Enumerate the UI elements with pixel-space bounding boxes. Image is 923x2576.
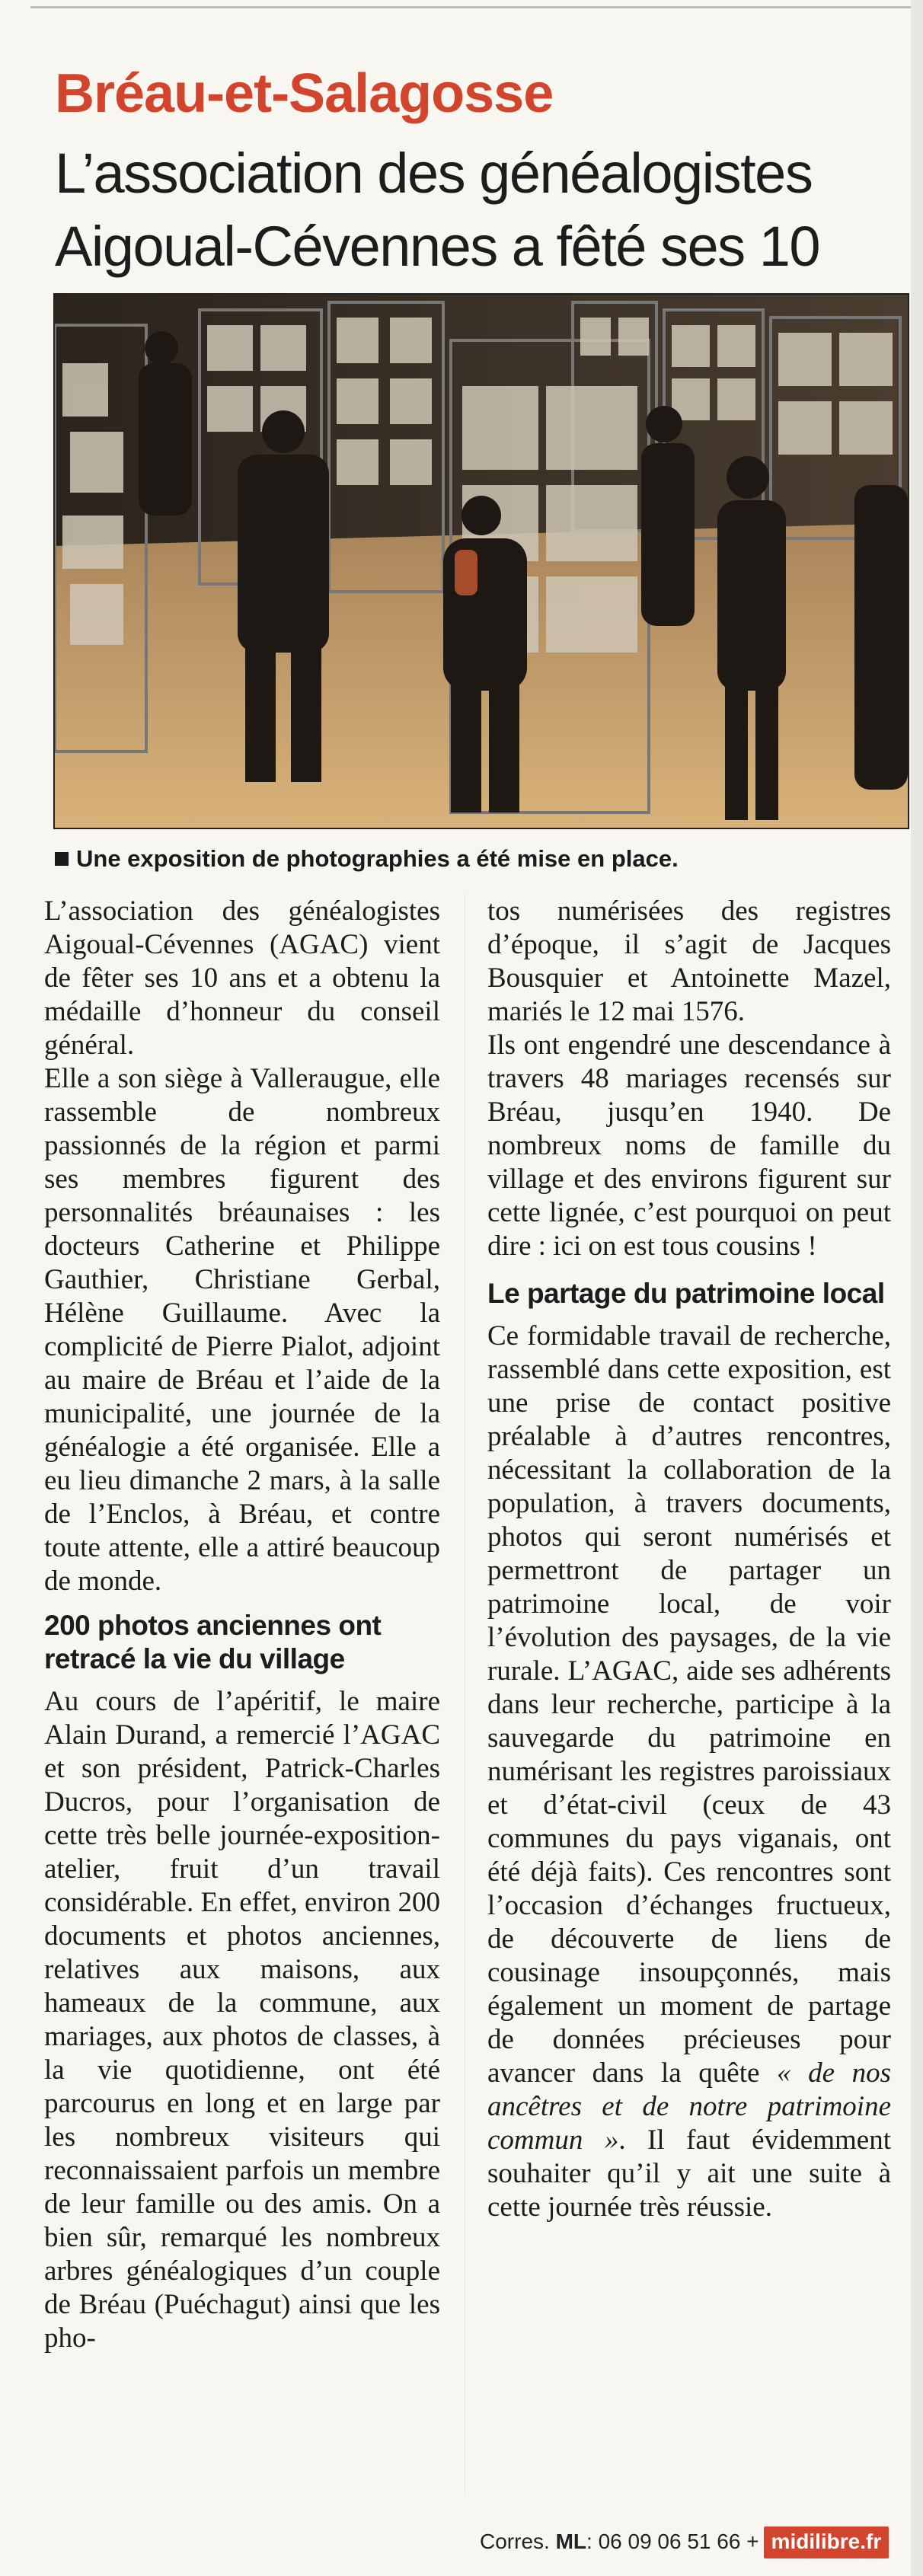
right-column	[487, 895, 891, 2224]
caption-text: Une exposition de photographies a été mise en place.	[76, 845, 679, 872]
left-subhead: 200 photos anciennes ont retracé la vie du village	[44, 1610, 382, 1674]
exhibition-photo-illustration	[55, 295, 908, 828]
correspondent-signature	[480, 2527, 889, 2558]
article-kicker: Bréau-et-Salagosse	[55, 63, 554, 124]
signature-ml: ML	[555, 2530, 587, 2553]
midilibre-brand-badge: midilibre.fr	[764, 2527, 889, 2558]
left-paragraph-1: L’association des généalogistes Aigoual-Cévennes (AGAC) vient de fêter ses 10 ans et a obtenu la médaille d’honneur du conseil général.	[44, 895, 440, 1061]
right-paragraph-3-start: Ce formidable travail de recherche, rassemblé dans cette exposition, est une prise de contact positive préalable à d’autres rencontres, nécessitant la collaboration de la population, à travers documents, photos qui seront numérisés et permettront de partager un patrimoine local, de voir l’évolution des paysages, de la vie rurale. L’AGAC, aide ses adhérents dans leur recherche, participe à la sauvegarde du patrimoine en numérisant les registres paroissiaux et d’état-civil (ceux de 43 communes du pays viganais, ont été déjà faits). Ces rencontres sont l’occasion d’échanges fructueux, de découverte de liens de cousinage insoupçonnés, mais également un moment de partage de données précieuses pour avancer dans la quête	[487, 1320, 891, 2089]
headline-line-2: Aigoual-Cévennes a fêté ses 10	[55, 215, 820, 278]
left-column	[44, 895, 440, 2355]
left-paragraph-2: Elle a son siège à Valleraugue, elle rassemble de nombreux passionnés de la région et parmi ses membres figurent des personnalités bréaunaises : les docteurs Catherine et Philippe Gauthier, Christiane Gerbal, Hélène Guillaume. Avec la complicité de Pierre Pialot, adjoint au maire de Bréau et l’aide de la municipalité, une journée de la généalogie a été organisée. Elle a eu lieu dimanche 2 mars, à la salle de l’Enclos, à Bréau, et contre toute attente, elle a attiré beaucoup de monde.	[44, 1063, 440, 1597]
right-subhead: Le partage du patrimoine local	[487, 1278, 885, 1309]
headline-line-1: L’association des généalogistes	[55, 142, 813, 205]
right-paragraph-3-end: . Il faut évidemment souhaiter qu’il y ait une suite à cette journée très réussie.	[487, 2124, 891, 2223]
right-paragraph-3-quote: « de nos ancêtres et de notre patrimoine commun »	[487, 2057, 891, 2156]
signature-prefix: Corres.	[480, 2530, 550, 2553]
photo-caption	[55, 845, 679, 873]
right-paragraph-1: tos numérisées des registres d’époque, il s’agit de Jacques Bousquier et Antoinette Mazel, mariés le 12 mai 1576.	[487, 895, 891, 1027]
exhibition-photo	[53, 293, 909, 829]
caption-square-icon	[55, 852, 69, 866]
right-paragraph-2: Ils ont engendré une descendance à travers 48 mariages recensés sur Bréau, jusqu’en 1940. De nombreux noms de famille du village et des environs figurent sur cette lignée, c’est pourquoi on peut dire : ici on est tous cousins !	[487, 1029, 891, 1262]
top-rule	[30, 6, 914, 8]
signature-phone: : 06 09 06 51 66 +	[586, 2530, 759, 2553]
page-edge	[911, 0, 923, 2576]
right-paragraph-3	[487, 1320, 891, 2224]
left-paragraph-3: Au cours de l’apéritif, le maire Alain Durand, a remercié l’AGAC et son président, Patrick-Charles Ducros, pour l’organisation de cette très belle journée-exposition-atelier, fruit d’un travail considérable. En effet, environ 200 documents et photos anciennes, relatives aux maisons, aux hameaux de la commune, aux mariages, aux photos de classes, à la vie quotidienne, ont été parcourus en long et en large par les nombreux visiteurs qui reconnaissaient parfois un membre de leur famille ou des amis. On a bien sûr, remarqué les nombreux arbres généalogiques d’un couple de Bréau (Puéchagut) ainsi que les pho-	[44, 1686, 440, 2354]
